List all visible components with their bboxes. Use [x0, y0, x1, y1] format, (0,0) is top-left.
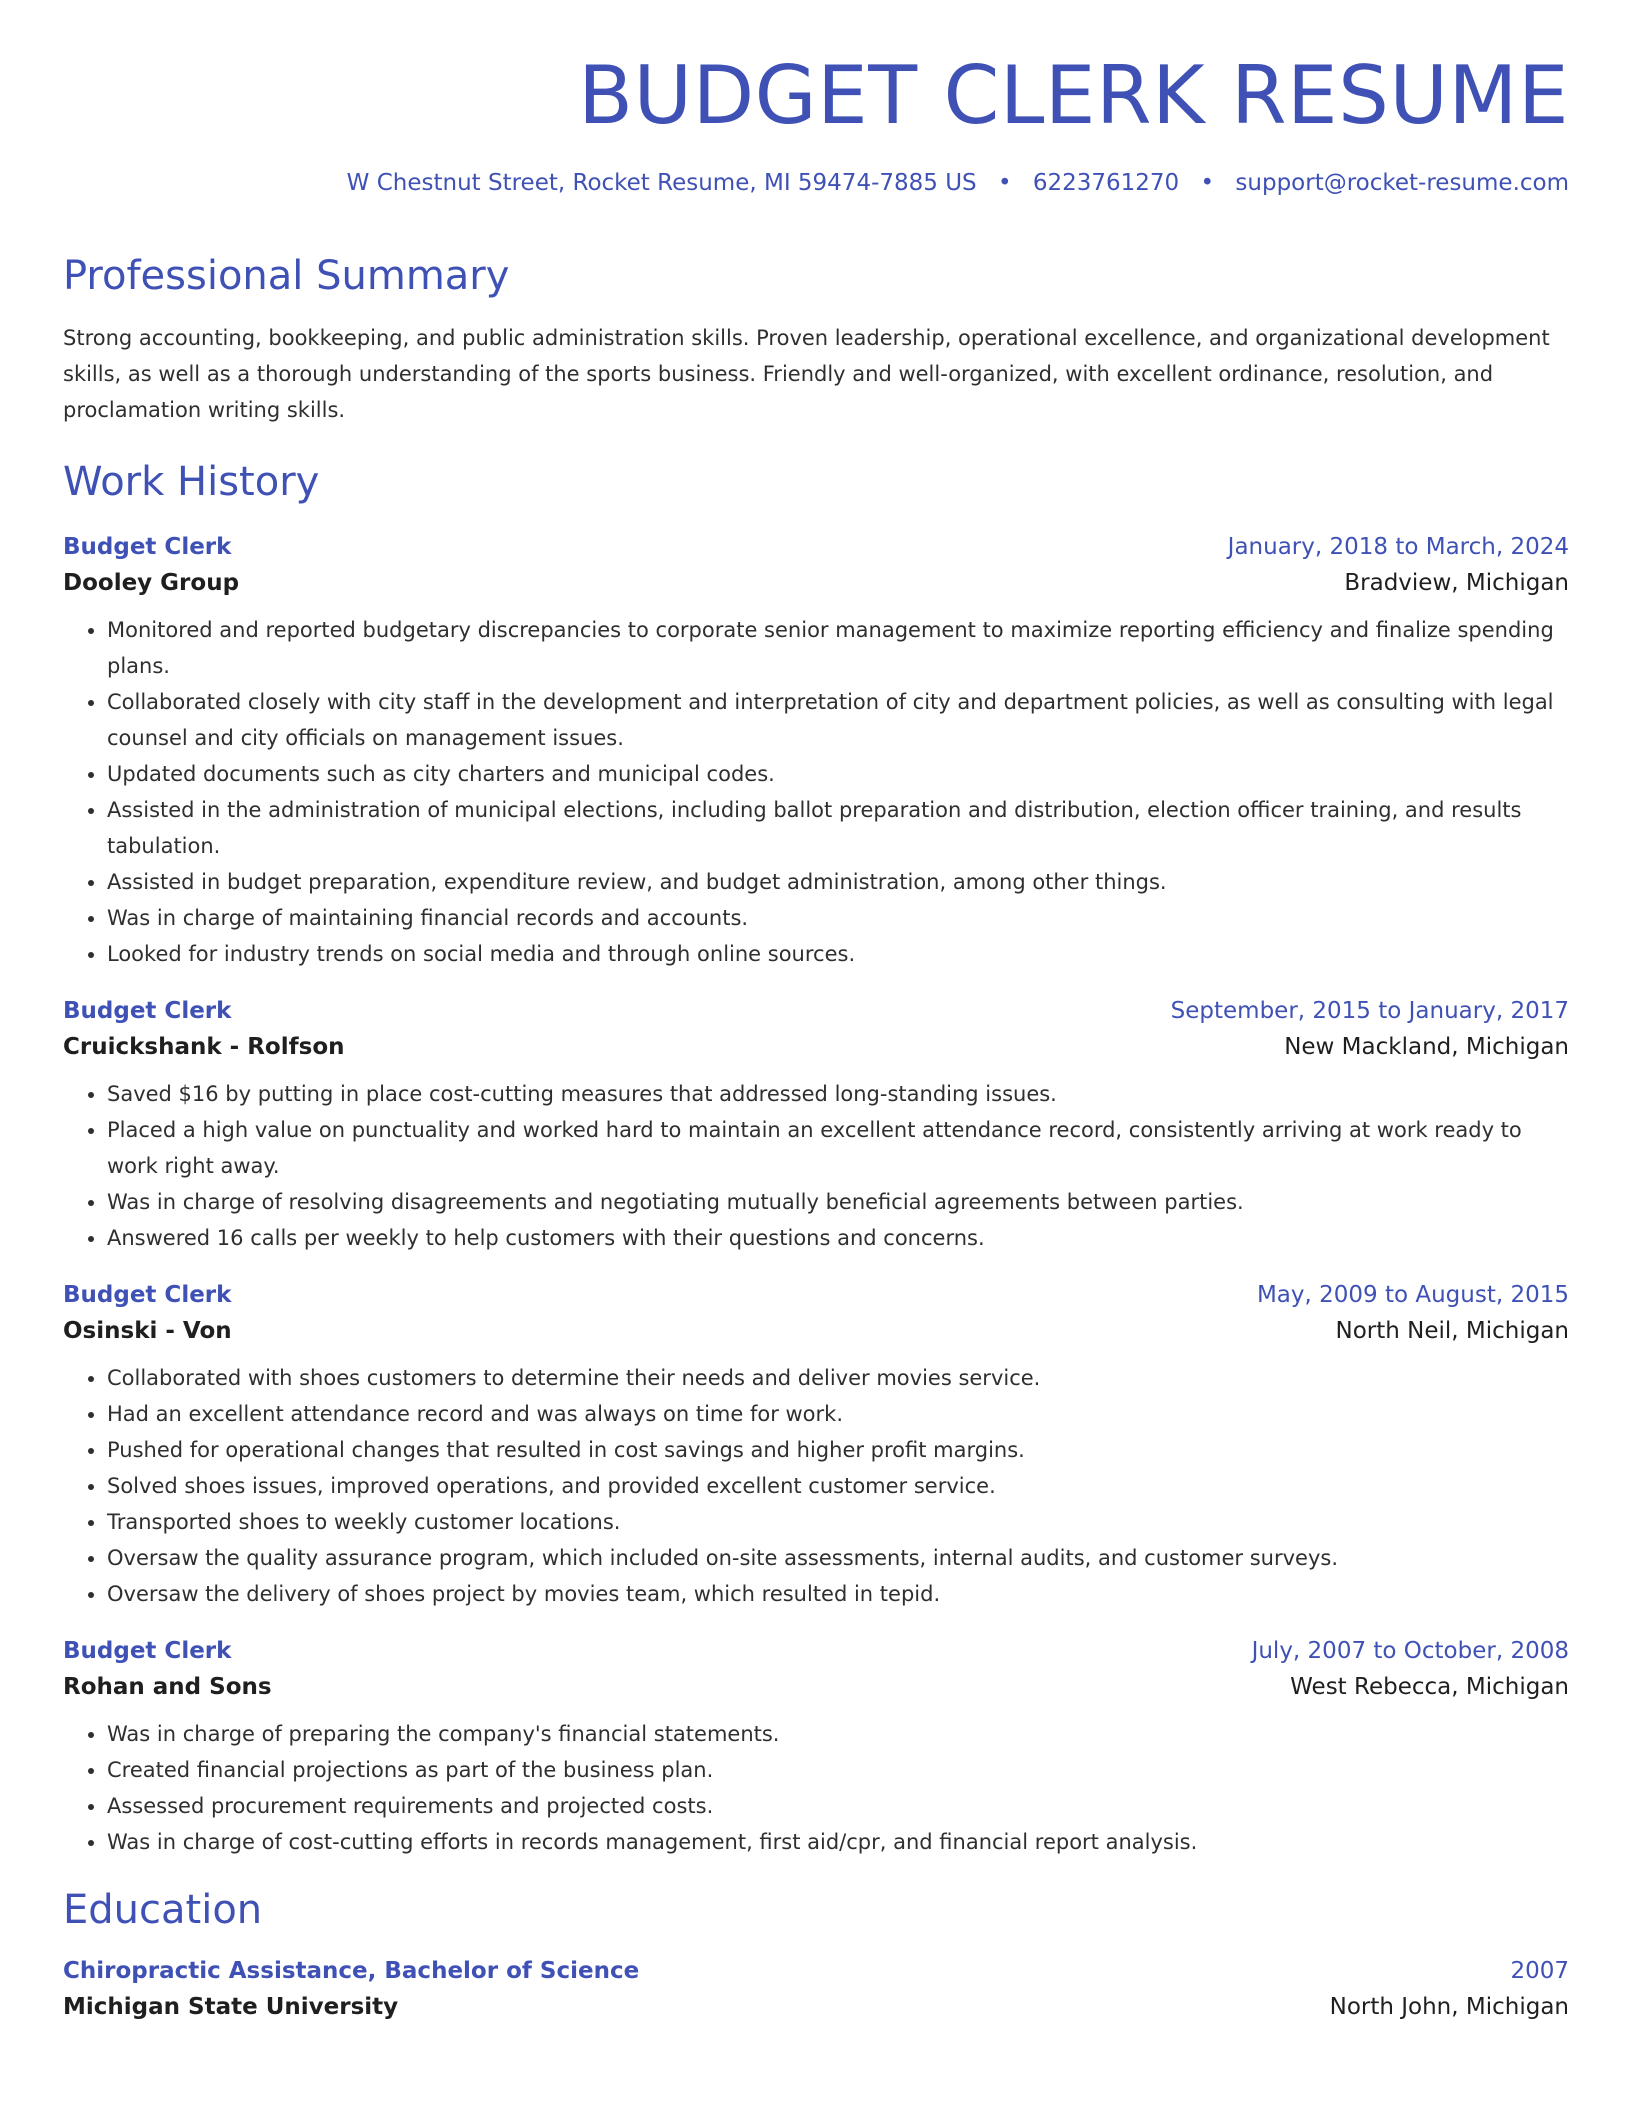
job-bullet: • Assessed procurement requirements and projected costs. — [107, 1788, 1569, 1824]
job-bullet: • Oversaw the delivery of shoes project by movies team, which resulted in tepid. — [107, 1576, 1569, 1612]
job-location: New Mackland, Michigan — [1284, 1033, 1569, 1060]
job-bullet: • Monitored and reported budgetary discrepancies to corporate senior management to maximize reporting efficiency and finalize spending plans. — [107, 612, 1569, 684]
job-bullet: • Was in charge of maintaining financial records and accounts. — [107, 900, 1569, 936]
education-location: North John, Michigan — [1329, 1993, 1569, 2020]
job-bullets — [63, 1716, 1569, 1860]
job-company: Dooley Group — [63, 569, 240, 596]
summary-section — [63, 252, 1569, 428]
job-company: Cruickshank - Rolfson — [63, 1033, 345, 1060]
job-entry — [63, 994, 1569, 1256]
job-bullet: • Was in charge of resolving disagreements and negotiating mutually beneficial agreements between parties. — [107, 1184, 1569, 1220]
job-bullets — [63, 612, 1569, 972]
job-bullet: • Looked for industry trends on social media and through online sources. — [107, 936, 1569, 972]
work-history-title: Work History — [63, 458, 320, 505]
contact-email: support@rocket-resume.com — [1235, 170, 1569, 196]
job-bullet: • Oversaw the quality assurance program, which included on-site assessments, internal audits, and customer surveys. — [107, 1540, 1569, 1576]
job-bullet: • Collaborated closely with city staff in the development and interpretation of city and department policies, as well as consulting with legal counsel and city officials on management issues. — [107, 684, 1569, 756]
education-year: 2007 — [1510, 1957, 1569, 1984]
resume-header — [63, 0, 1569, 198]
job-bullet: • Assisted in the administration of municipal elections, including ballot preparation and distribution, election officer training, and results tabulation. — [107, 792, 1569, 864]
education-school-row — [63, 1988, 1569, 2026]
job-title: Budget Clerk — [63, 533, 232, 560]
job-entry — [63, 1278, 1569, 1612]
job-bullet: • Updated documents such as city charters and municipal codes. — [107, 756, 1569, 792]
job-dates: September, 2015 to January, 2017 — [1170, 997, 1569, 1024]
job-bullet: • Was in charge of preparing the company's financial statements. — [107, 1716, 1569, 1752]
job-bullet: • Solved shoes issues, improved operations, and provided excellent customer service. — [107, 1468, 1569, 1504]
job-bullet: • Had an excellent attendance record and was always on time for work. — [107, 1396, 1569, 1432]
job-company: Rohan and Sons — [63, 1673, 272, 1700]
work-history-section — [63, 458, 1569, 1860]
job-title-row — [63, 530, 1569, 564]
job-bullet: • Created financial projections as part of the business plan. — [107, 1752, 1569, 1788]
education-degree: Chiropractic Assistance, Bachelor of Science — [63, 1957, 640, 1984]
job-title-row — [63, 1278, 1569, 1312]
job-location: Bradview, Michigan — [1344, 569, 1569, 596]
education-title: Education — [63, 1886, 263, 1933]
job-company-row — [63, 1028, 1569, 1066]
contact-phone: 6223761270 — [1032, 170, 1180, 196]
job-location: North Neil, Michigan — [1335, 1317, 1569, 1344]
job-bullet: • Pushed for operational changes that resulted in cost savings and higher profit margins. — [107, 1432, 1569, 1468]
job-location: West Rebecca, Michigan — [1290, 1673, 1569, 1700]
contact-separator: • — [997, 170, 1012, 196]
job-bullets — [63, 1076, 1569, 1256]
job-title: Budget Clerk — [63, 1637, 232, 1664]
resume-name: BUDGET CLERK RESUME — [578, 49, 1569, 142]
job-company-row — [63, 1312, 1569, 1350]
contact-separator: • — [1200, 170, 1215, 196]
job-dates: July, 2007 to October, 2008 — [1251, 1637, 1569, 1664]
job-entry — [63, 530, 1569, 972]
job-dates: January, 2018 to March, 2024 — [1227, 533, 1569, 560]
job-bullet: • Saved $16 by putting in place cost-cutting measures that addressed long-standing issues. — [107, 1076, 1569, 1112]
summary-text: Strong accounting, bookkeeping, and public administration skills. Proven leadership, operational excellence, and organizational development skills, as well as a thorough understanding of the sports business. Friendly and well-organized, with excellent ordinance, resolution, and proclamation writing skills. — [63, 325, 1550, 422]
job-title-row — [63, 994, 1569, 1028]
job-bullet: • Answered 16 calls per weekly to help customers with their questions and concerns. — [107, 1220, 1569, 1256]
job-company: Osinski - Von — [63, 1317, 232, 1344]
education-degree-row — [63, 1954, 1569, 1988]
education-entry — [63, 1954, 1569, 2026]
job-title-row — [63, 1634, 1569, 1668]
summary-title: Professional Summary — [63, 252, 510, 299]
job-company-row — [63, 1668, 1569, 1706]
contact-address: W Chestnut Street, Rocket Resume, MI 59474-7885 US — [346, 170, 977, 196]
job-bullet: • Placed a high value on punctuality and worked hard to maintain an excellent attendance record, consistently arriving at work ready to work right away. — [107, 1112, 1569, 1184]
job-entry — [63, 1634, 1569, 1860]
job-dates: May, 2009 to August, 2015 — [1256, 1281, 1569, 1308]
education-section — [63, 1886, 1569, 2026]
contact-line — [63, 170, 1569, 198]
job-bullet: • Was in charge of cost-cutting efforts in records management, first aid/cpr, and financial report analysis. — [107, 1824, 1569, 1860]
job-company-row — [63, 564, 1569, 602]
job-title: Budget Clerk — [63, 997, 232, 1024]
education-school: Michigan State University — [63, 1993, 399, 2020]
job-bullet: • Assisted in budget preparation, expenditure review, and budget administration, among other things. — [107, 864, 1569, 900]
job-title: Budget Clerk — [63, 1281, 232, 1308]
job-bullets — [63, 1360, 1569, 1612]
job-bullet: • Transported shoes to weekly customer locations. — [107, 1504, 1569, 1540]
job-bullet: • Collaborated with shoes customers to determine their needs and deliver movies service. — [107, 1360, 1569, 1396]
